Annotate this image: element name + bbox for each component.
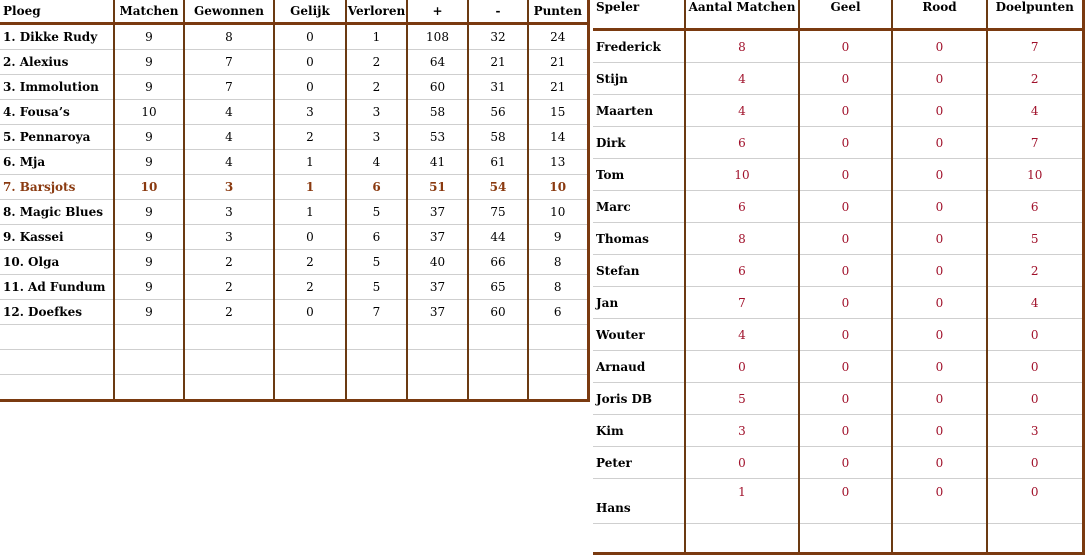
standings-cell-goals-for: 37 <box>407 275 468 300</box>
players-empty-cell <box>799 524 892 554</box>
standings-cell-points: 21 <box>528 75 588 100</box>
standings-cell-points: 13 <box>528 150 588 175</box>
standings-cell-won: 2 <box>184 300 274 325</box>
player-cell-goals: 10 <box>987 159 1083 191</box>
player-cell-yellow-cards: 0 <box>799 223 892 255</box>
standings-row <box>0 24 588 50</box>
standings-empty-row <box>0 375 588 401</box>
standings-cell-won: 2 <box>184 250 274 275</box>
standings-cell-won: 4 <box>184 100 274 125</box>
header-aantal-matchen: Aantal Matchen <box>685 0 799 30</box>
standings-cell-goals-against: 54 <box>468 175 528 200</box>
standings-cell-won: 7 <box>184 50 274 75</box>
players-table-container <box>593 0 1083 555</box>
standings-cell-goals-for: 41 <box>407 150 468 175</box>
player-cell-yellow-cards: 0 <box>799 287 892 319</box>
standings-empty-cell <box>0 375 114 401</box>
standings-empty-cell <box>528 325 588 350</box>
player-cell-goals: 7 <box>987 30 1083 63</box>
standings-empty-cell <box>274 350 346 375</box>
standings-empty-cell <box>407 325 468 350</box>
player-cell-player-name: Frederick <box>593 30 685 63</box>
player-cell-yellow-cards: 0 <box>799 63 892 95</box>
standings-cell-matches: 9 <box>114 50 184 75</box>
players-empty-row <box>593 524 1083 554</box>
player-row <box>593 351 1083 383</box>
player-cell-match-count: 5 <box>685 383 799 415</box>
header-matchen: Matchen <box>114 0 184 24</box>
player-cell-player-name: Marc <box>593 191 685 223</box>
standings-cell-drawn: 3 <box>274 100 346 125</box>
standings-cell-lost: 2 <box>346 75 407 100</box>
standings-cell-goals-against: 61 <box>468 150 528 175</box>
standings-row <box>0 50 588 75</box>
player-cell-red-cards: 0 <box>892 30 987 63</box>
standings-empty-cell <box>346 325 407 350</box>
players-empty-cell <box>987 524 1083 554</box>
standings-cell-lost: 5 <box>346 275 407 300</box>
standings-cell-goals-against: 65 <box>468 275 528 300</box>
standings-cell-drawn: 0 <box>274 300 346 325</box>
standings-cell-matches: 9 <box>114 275 184 300</box>
player-cell-player-name: Kim <box>593 415 685 447</box>
standings-cell-drawn: 0 <box>274 75 346 100</box>
player-row <box>593 319 1083 351</box>
standings-row <box>0 75 588 100</box>
standings-cell-drawn: 2 <box>274 250 346 275</box>
player-cell-yellow-cards: 0 <box>799 159 892 191</box>
standings-cell-team-name: 3. Immolution <box>0 75 114 100</box>
standings-empty-cell <box>114 350 184 375</box>
player-cell-match-count: 8 <box>685 30 799 63</box>
standings-empty-cell <box>407 350 468 375</box>
player-cell-player-name: Dirk <box>593 127 685 159</box>
player-row <box>593 255 1083 287</box>
header-verloren: Verloren <box>346 0 407 24</box>
standings-cell-team-name: 2. Alexius <box>0 50 114 75</box>
header-geel: Geel <box>799 0 892 30</box>
standings-cell-team-name: 8. Magic Blues <box>0 200 114 225</box>
player-cell-yellow-cards: 0 <box>799 447 892 479</box>
standings-empty-cell <box>0 325 114 350</box>
standings-empty-cell <box>468 375 528 401</box>
player-cell-red-cards: 0 <box>892 383 987 415</box>
player-cell-match-count: 1 <box>685 479 799 524</box>
standings-empty-cell <box>528 350 588 375</box>
standings-empty-cell <box>468 350 528 375</box>
standings-cell-team-name: 12. Doefkes <box>0 300 114 325</box>
player-cell-player-name: Jan <box>593 287 685 319</box>
player-cell-yellow-cards: 0 <box>799 95 892 127</box>
player-row <box>593 30 1083 63</box>
player-cell-match-count: 10 <box>685 159 799 191</box>
standings-empty-cell <box>114 375 184 401</box>
standings-cell-lost: 2 <box>346 50 407 75</box>
player-cell-player-name: Peter <box>593 447 685 479</box>
player-row <box>593 479 1083 524</box>
standings-cell-goals-against: 32 <box>468 24 528 50</box>
standings-cell-drawn: 1 <box>274 175 346 200</box>
player-cell-match-count: 8 <box>685 223 799 255</box>
players-empty-cell <box>593 524 685 554</box>
standings-cell-drawn: 1 <box>274 200 346 225</box>
player-row <box>593 159 1083 191</box>
standings-cell-team-name: 6. Mja <box>0 150 114 175</box>
player-cell-red-cards: 0 <box>892 319 987 351</box>
standings-empty-cell <box>274 325 346 350</box>
player-cell-match-count: 0 <box>685 447 799 479</box>
standings-cell-lost: 3 <box>346 100 407 125</box>
players-empty-cell <box>685 524 799 554</box>
standings-table <box>0 0 590 402</box>
player-cell-goals: 2 <box>987 255 1083 287</box>
players-empty-cell <box>892 524 987 554</box>
standings-cell-points: 10 <box>528 200 588 225</box>
player-cell-player-name: Arnaud <box>593 351 685 383</box>
standings-cell-goals-against: 60 <box>468 300 528 325</box>
standings-cell-team-name: 9. Kassei <box>0 225 114 250</box>
standings-cell-goals-for: 58 <box>407 100 468 125</box>
player-cell-yellow-cards: 0 <box>799 415 892 447</box>
player-cell-red-cards: 0 <box>892 191 987 223</box>
standings-cell-team-name: 10. Olga <box>0 250 114 275</box>
standings-row <box>0 100 588 125</box>
player-cell-match-count: 7 <box>685 287 799 319</box>
standings-cell-goals-against: 44 <box>468 225 528 250</box>
player-cell-red-cards: 0 <box>892 159 987 191</box>
standings-cell-matches: 9 <box>114 225 184 250</box>
standings-cell-lost: 7 <box>346 300 407 325</box>
player-cell-yellow-cards: 0 <box>799 30 892 63</box>
player-cell-yellow-cards: 0 <box>799 479 892 524</box>
players-table <box>593 0 1085 555</box>
standings-cell-points: 10 <box>528 175 588 200</box>
standings-cell-points: 15 <box>528 100 588 125</box>
standings-cell-goals-against: 21 <box>468 50 528 75</box>
player-cell-red-cards: 0 <box>892 255 987 287</box>
standings-empty-row <box>0 325 588 350</box>
standings-empty-cell <box>528 375 588 401</box>
player-cell-match-count: 6 <box>685 191 799 223</box>
player-cell-red-cards: 0 <box>892 223 987 255</box>
player-cell-player-name: Tom <box>593 159 685 191</box>
player-cell-player-name: Thomas <box>593 223 685 255</box>
player-cell-player-name: Stijn <box>593 63 685 95</box>
player-cell-red-cards: 0 <box>892 447 987 479</box>
header-plus: + <box>407 0 468 24</box>
player-cell-player-name: Wouter <box>593 319 685 351</box>
standings-row <box>0 225 588 250</box>
header-gelijk: Gelijk <box>274 0 346 24</box>
standings-header-row <box>0 0 588 24</box>
header-doelpunten: Doelpunten <box>987 0 1083 30</box>
standings-cell-goals-against: 31 <box>468 75 528 100</box>
header-ploeg: Ploeg <box>0 0 114 24</box>
standings-cell-points: 8 <box>528 275 588 300</box>
player-cell-yellow-cards: 0 <box>799 319 892 351</box>
standings-cell-goals-for: 40 <box>407 250 468 275</box>
player-cell-yellow-cards: 0 <box>799 351 892 383</box>
player-cell-goals: 4 <box>987 287 1083 319</box>
player-cell-red-cards: 0 <box>892 63 987 95</box>
header-minus: - <box>468 0 528 24</box>
standings-row <box>0 150 588 175</box>
player-cell-goals: 7 <box>987 127 1083 159</box>
player-cell-red-cards: 0 <box>892 415 987 447</box>
standings-cell-lost: 6 <box>346 175 407 200</box>
standings-cell-goals-for: 60 <box>407 75 468 100</box>
standings-cell-drawn: 0 <box>274 50 346 75</box>
standings-cell-points: 8 <box>528 250 588 275</box>
standings-cell-drawn: 0 <box>274 24 346 50</box>
standings-cell-matches: 9 <box>114 150 184 175</box>
player-cell-match-count: 3 <box>685 415 799 447</box>
player-cell-player-name: Maarten <box>593 95 685 127</box>
standings-empty-cell <box>184 325 274 350</box>
standings-cell-drawn: 2 <box>274 125 346 150</box>
standings-cell-matches: 9 <box>114 200 184 225</box>
standings-row <box>0 300 588 325</box>
standings-cell-team-name: 11. Ad Fundum <box>0 275 114 300</box>
player-row <box>593 447 1083 479</box>
standings-cell-lost: 6 <box>346 225 407 250</box>
standings-row <box>0 250 588 275</box>
header-punten: Punten <box>528 0 588 24</box>
standings-cell-goals-for: 51 <box>407 175 468 200</box>
standings-cell-team-name: 7. Barsjots <box>0 175 114 200</box>
standings-cell-won: 7 <box>184 75 274 100</box>
standings-empty-cell <box>184 350 274 375</box>
standings-cell-drawn: 1 <box>274 150 346 175</box>
standings-cell-drawn: 2 <box>274 275 346 300</box>
player-cell-goals: 5 <box>987 223 1083 255</box>
standings-empty-cell <box>407 375 468 401</box>
player-row <box>593 191 1083 223</box>
player-cell-match-count: 4 <box>685 63 799 95</box>
standings-cell-goals-against: 75 <box>468 200 528 225</box>
player-cell-match-count: 6 <box>685 127 799 159</box>
player-row <box>593 223 1083 255</box>
player-cell-goals: 6 <box>987 191 1083 223</box>
player-cell-goals: 0 <box>987 319 1083 351</box>
standings-cell-matches: 10 <box>114 175 184 200</box>
standings-cell-matches: 9 <box>114 300 184 325</box>
standings-cell-won: 3 <box>184 200 274 225</box>
standings-cell-points: 9 <box>528 225 588 250</box>
standings-cell-goals-against: 66 <box>468 250 528 275</box>
standings-cell-matches: 9 <box>114 250 184 275</box>
player-cell-red-cards: 0 <box>892 351 987 383</box>
header-rood: Rood <box>892 0 987 30</box>
player-row <box>593 415 1083 447</box>
player-cell-goals: 3 <box>987 415 1083 447</box>
standings-cell-goals-for: 37 <box>407 225 468 250</box>
standings-cell-goals-for: 37 <box>407 200 468 225</box>
standings-cell-matches: 9 <box>114 24 184 50</box>
player-row <box>593 287 1083 319</box>
standings-cell-goals-against: 56 <box>468 100 528 125</box>
player-cell-player-name: Joris DB <box>593 383 685 415</box>
player-cell-goals: 0 <box>987 479 1083 524</box>
standings-cell-points: 14 <box>528 125 588 150</box>
standings-empty-cell <box>468 325 528 350</box>
standings-empty-cell <box>0 350 114 375</box>
standings-cell-won: 4 <box>184 150 274 175</box>
standings-cell-team-name: 1. Dikke Rudy <box>0 24 114 50</box>
player-cell-red-cards: 0 <box>892 127 987 159</box>
player-cell-goals: 0 <box>987 447 1083 479</box>
player-cell-goals: 0 <box>987 383 1083 415</box>
player-cell-match-count: 4 <box>685 319 799 351</box>
player-cell-red-cards: 0 <box>892 479 987 524</box>
player-cell-red-cards: 0 <box>892 287 987 319</box>
standings-cell-lost: 5 <box>346 200 407 225</box>
standings-row <box>0 200 588 225</box>
standings-cell-won: 3 <box>184 225 274 250</box>
standings-empty-cell <box>346 350 407 375</box>
player-cell-player-name: Stefan <box>593 255 685 287</box>
standings-cell-lost: 5 <box>346 250 407 275</box>
standings-cell-lost: 4 <box>346 150 407 175</box>
standings-cell-points: 24 <box>528 24 588 50</box>
standings-cell-matches: 9 <box>114 75 184 100</box>
player-row <box>593 127 1083 159</box>
player-row <box>593 383 1083 415</box>
standings-cell-won: 2 <box>184 275 274 300</box>
standings-cell-lost: 3 <box>346 125 407 150</box>
standings-cell-team-name: 5. Pennaroya <box>0 125 114 150</box>
header-gewonnen: Gewonnen <box>184 0 274 24</box>
player-cell-yellow-cards: 0 <box>799 191 892 223</box>
standings-empty-cell <box>184 375 274 401</box>
standings-row <box>0 175 588 200</box>
player-cell-yellow-cards: 0 <box>799 255 892 287</box>
standings-row <box>0 125 588 150</box>
player-cell-match-count: 4 <box>685 95 799 127</box>
standings-cell-goals-for: 108 <box>407 24 468 50</box>
players-header-row <box>593 0 1083 30</box>
player-cell-player-name: Hans <box>593 479 685 524</box>
standings-cell-lost: 1 <box>346 24 407 50</box>
player-cell-red-cards: 0 <box>892 95 987 127</box>
player-cell-match-count: 0 <box>685 351 799 383</box>
standings-cell-goals-for: 64 <box>407 50 468 75</box>
player-cell-goals: 0 <box>987 351 1083 383</box>
standings-cell-drawn: 0 <box>274 225 346 250</box>
standings-empty-row <box>0 350 588 375</box>
standings-cell-won: 4 <box>184 125 274 150</box>
player-cell-match-count: 6 <box>685 255 799 287</box>
player-row <box>593 95 1083 127</box>
standings-cell-matches: 9 <box>114 125 184 150</box>
standings-cell-points: 6 <box>528 300 588 325</box>
standings-cell-goals-for: 37 <box>407 300 468 325</box>
header-speler: Speler <box>593 0 685 30</box>
standings-empty-cell <box>114 325 184 350</box>
standings-row <box>0 275 588 300</box>
standings-cell-matches: 10 <box>114 100 184 125</box>
player-row <box>593 63 1083 95</box>
standings-table-container <box>0 0 588 402</box>
player-cell-yellow-cards: 0 <box>799 127 892 159</box>
player-cell-goals: 2 <box>987 63 1083 95</box>
standings-cell-won: 3 <box>184 175 274 200</box>
standings-empty-cell <box>274 375 346 401</box>
player-cell-yellow-cards: 0 <box>799 383 892 415</box>
standings-cell-goals-against: 58 <box>468 125 528 150</box>
player-cell-goals: 4 <box>987 95 1083 127</box>
standings-cell-team-name: 4. Fousa’s <box>0 100 114 125</box>
standings-cell-won: 8 <box>184 24 274 50</box>
standings-cell-goals-for: 53 <box>407 125 468 150</box>
standings-empty-cell <box>346 375 407 401</box>
standings-cell-points: 21 <box>528 50 588 75</box>
